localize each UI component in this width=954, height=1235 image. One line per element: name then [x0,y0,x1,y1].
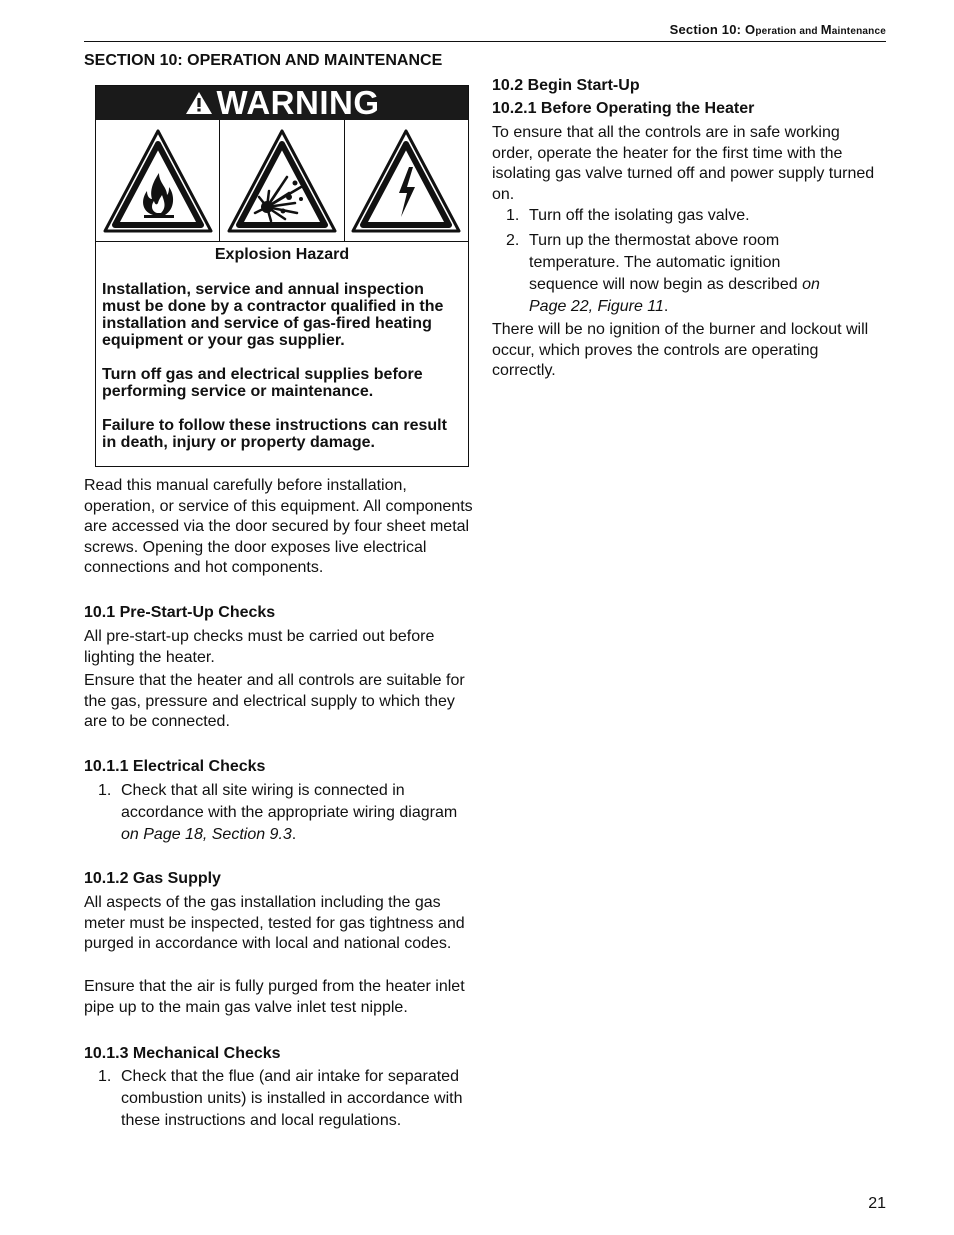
list-item-text-body: Check that all site wiring is connected in accordance with the appropriate wiring diagram [121,782,458,821]
list-item-number: 2. [506,232,520,249]
warning-triangle-icon [185,91,213,115]
section-title: SECTION 10: OPERATION AND MAINTENANCE [84,52,443,69]
list-item-text [529,230,836,318]
pre-start-paragraph-1: All pre-start-up checks must be carried out before lighting the heater. [84,628,435,666]
header-rule [84,41,886,42]
page-number: 21 [868,1195,886,1212]
list-item-text [121,780,479,846]
intro-paragraph: Read this manual carefully before installation, operation, or service of this equipment. All components are accessed via the door secured by four sheet metal screws. Opening the door exposes live electrical connections and hot components. [84,477,473,576]
gas-supply-heading: 10.1.2 Gas Supply [84,870,221,887]
warning-box [95,85,469,467]
list-item-text: Turn off the isolating gas valve. [529,207,750,224]
list-item-text-body: Turn up the thermostat above room temperature. The automatic ignition sequence will now begin as described [529,232,803,293]
list-item-text-end: . [291,826,297,843]
hazard-icons-row [96,120,468,242]
list-item-number: 1. [98,1068,112,1085]
warning-paragraph: Failure to follow these instructions can result in death, injury or property damage. [102,417,447,451]
startup-step-2 [506,230,836,318]
running-header-word2-cap: M [820,22,832,37]
gas-supply-paragraph-1: All aspects of the gas installation including the gas meter must be inspected, tested for gas tightness and purged in accordance with local and national codes. [84,894,465,952]
cross-reference-link[interactable]: on Page 22, Figure 11 [529,276,820,315]
running-header-and: and [796,26,821,37]
gas-supply-paragraph-2: Ensure that the air is fully purged from the heater inlet pipe up to the main gas valve inlet test nipple. [84,978,465,1016]
list-item-number: 1. [506,207,520,224]
running-header-prefix: Section 10: [669,22,745,37]
warning-paragraph: Turn off gas and electrical supplies before performing service or maintenance. [102,366,423,400]
list-item-text-end: . [663,298,669,315]
warning-body [96,242,468,451]
begin-startup-heading: 10.2 Begin Start-Up [492,77,640,94]
warning-paragraph: Installation, service and annual inspection must be done by a contractor qualified in the installation and service of gas-fired heating equipment or your gas supplier. [102,281,444,349]
pre-start-heading: 10.1 Pre-Start-Up Checks [84,604,276,621]
cross-reference-link[interactable]: on Page 18, Section 9.3 [121,826,292,843]
running-header-word1-rest: peration [755,26,797,37]
running-header-word2-rest: aintenance [831,26,886,37]
mechanical-checks-heading: 10.1.3 Mechanical Checks [84,1045,281,1062]
running-header-word1-cap: O [745,22,756,37]
electrical-checks-heading: 10.1.1 Electrical Checks [84,758,266,775]
fire-hazard-icon [101,127,215,235]
electrical-hazard-icon [349,127,463,235]
warning-title-bar [96,86,468,120]
explosion-hazard-icon [225,127,339,235]
list-item-text: Check that the flue (and air intake for separated combustion units) is installed in accordance with these instructions and local regulations. [121,1068,463,1129]
mechanical-checks-item [98,1066,479,1132]
warning-title: WARNING [216,84,380,121]
begin-startup-paragraph-2: There will be no ignition of the burner and lockout will occur, which proves the controls are operating correctly. [492,321,869,379]
pre-start-paragraph-2: Ensure that the heater and all controls are suitable for the gas, pressure and electrical supply to which they are to be connected. [84,672,465,730]
hazard-cell-fire [96,120,219,241]
hazard-name: Explosion Hazard [214,246,350,263]
hazard-cell-electrical [344,120,468,241]
begin-startup-paragraph-1: To ensure that all the controls are in safe working order, operate the heater for the first time with the isolating gas valve turned off and power supply turned on. [492,124,875,203]
startup-step-1 [506,205,882,227]
list-item-number: 1. [98,782,112,799]
hazard-cell-explosion [219,120,343,241]
running-header [670,22,886,37]
electrical-checks-item [98,780,479,846]
before-operating-heading: 10.2.1 Before Operating the Heater [492,100,755,117]
